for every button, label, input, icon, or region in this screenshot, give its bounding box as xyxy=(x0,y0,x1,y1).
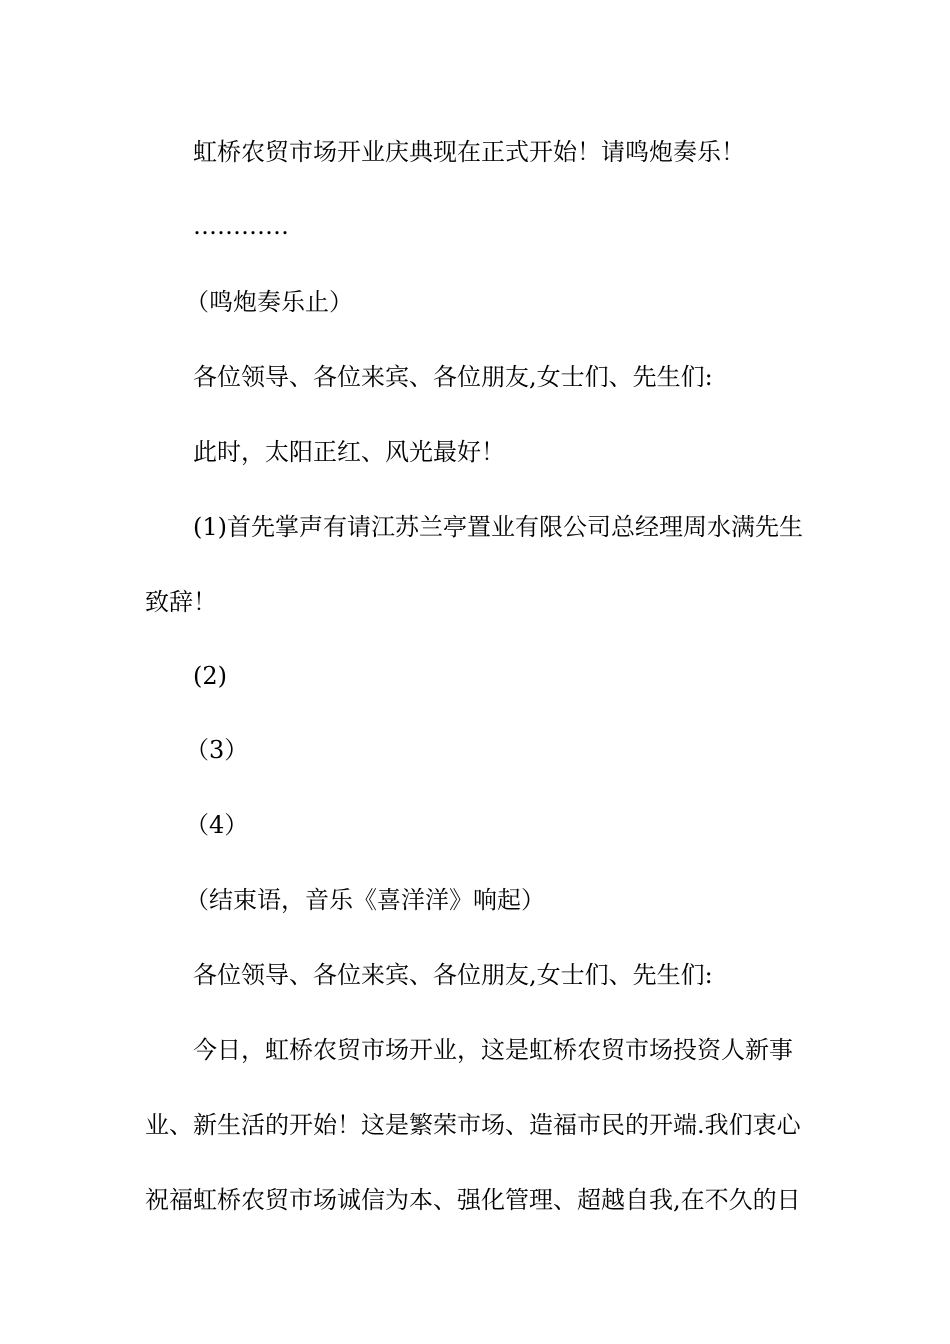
item-4: （4） xyxy=(185,811,249,839)
closing-greeting-line: 各位领导、各位来宾、各位朋友,女士们、先生们: xyxy=(193,961,713,989)
item-1-speech-invite: (1)首先掌声有请江苏兰亭置业有限公司总经理周水满先生 xyxy=(193,513,803,541)
stage-direction-firecrackers-stop: （鸣炮奏乐止） xyxy=(185,288,353,316)
weather-line: 此时，太阳正红、风光最好！ xyxy=(193,438,505,466)
closing-paragraph-line-3: 祝福虹桥农贸市场诚信为本、强化管理、超越自我,在不久的日 xyxy=(145,1186,801,1214)
stage-direction-closing-music: （结束语，音乐《喜洋洋》响起） xyxy=(185,886,545,914)
greeting-line: 各位领导、各位来宾、各位朋友,女士们、先生们: xyxy=(193,363,713,391)
item-1-continuation: 致辞！ xyxy=(145,588,217,616)
closing-paragraph-line-1: 今日，虹桥农贸市场开业，这是虹桥农贸市场投资人新事 xyxy=(193,1036,793,1064)
item-3: （3） xyxy=(185,736,249,764)
item-2: (2) xyxy=(193,662,227,690)
ellipsis-line: ………… xyxy=(193,212,289,240)
opening-announcement: 虹桥农贸市场开业庆典现在正式开始！请鸣炮奏乐！ xyxy=(193,138,745,166)
closing-paragraph-line-2: 业、新生活的开始！这是繁荣市场、造福市民的开端.我们衷心 xyxy=(145,1111,801,1139)
